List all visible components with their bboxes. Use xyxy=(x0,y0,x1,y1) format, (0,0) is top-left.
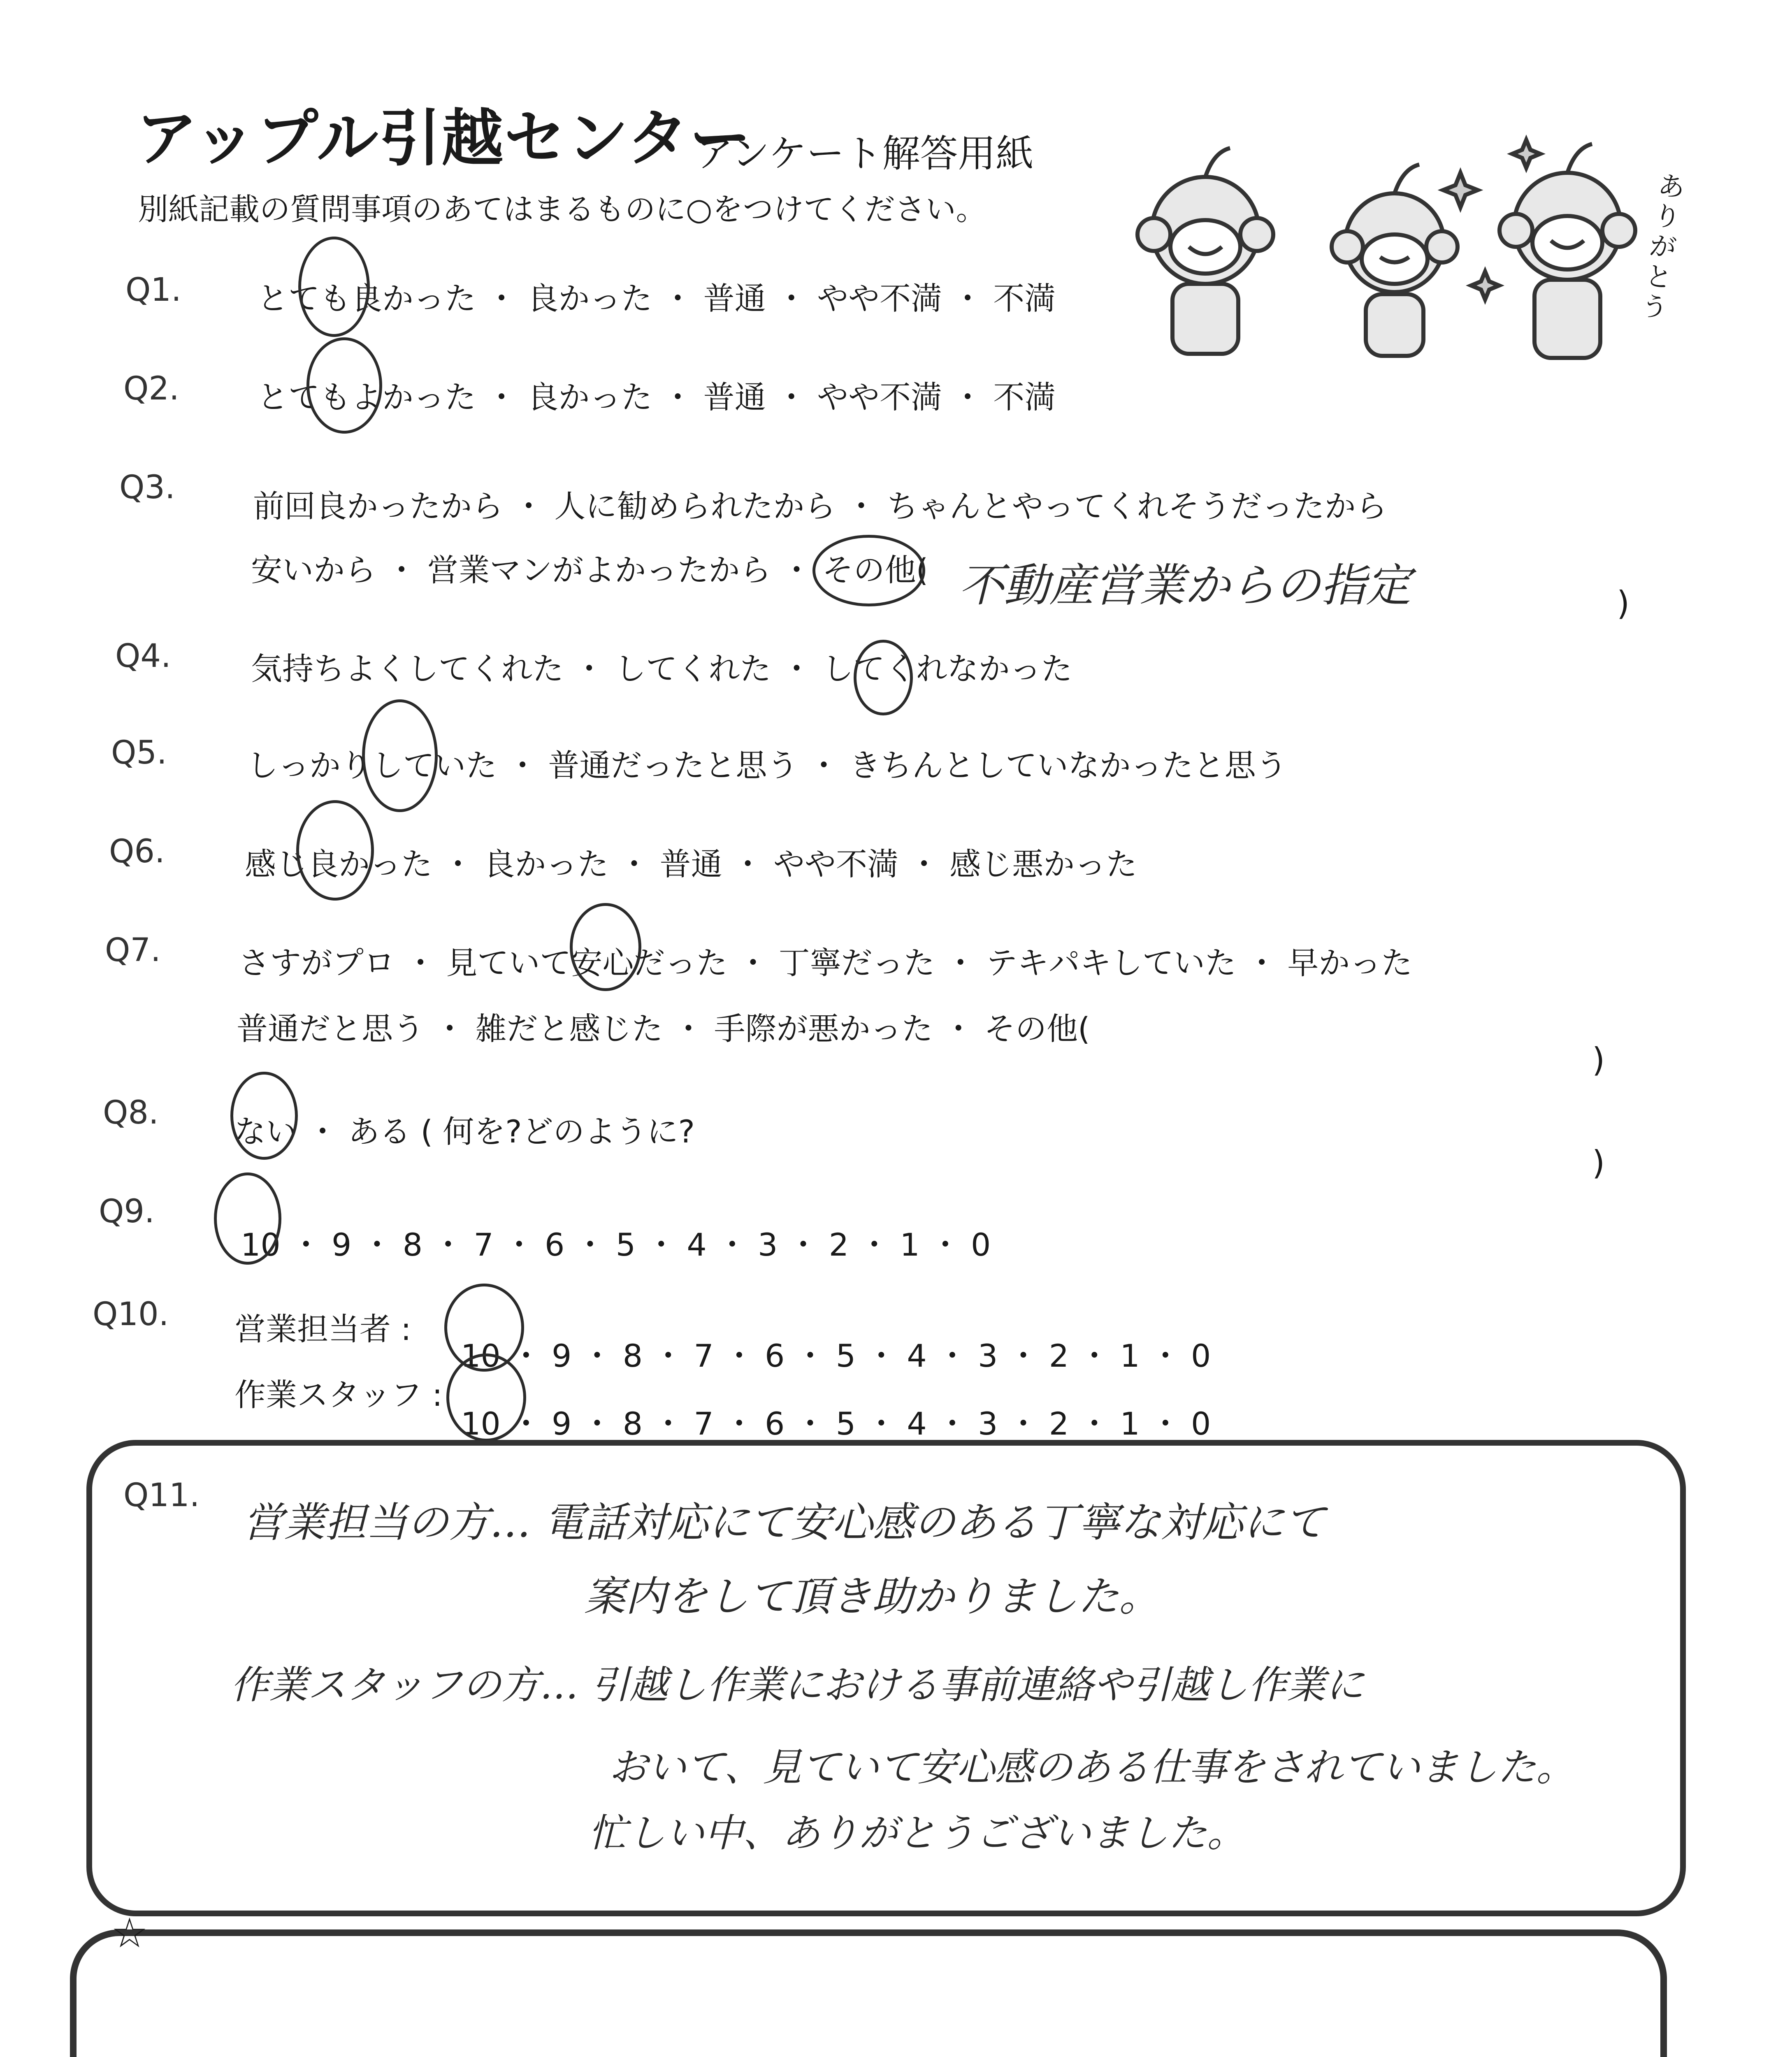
q6-number: Q6. xyxy=(109,833,165,870)
q11-comment-line-2: 案内をして頂き助かりました。 xyxy=(584,1572,1160,1621)
q8-options: ない ・ ある ( 何を?どのように? xyxy=(234,1113,695,1150)
q3-number: Q3. xyxy=(119,469,175,506)
q10-staff-selection-circle xyxy=(446,1354,526,1442)
q10-number: Q10. xyxy=(93,1296,169,1333)
q4-number: Q4. xyxy=(115,638,171,675)
q11-comment-line-3: 作業スタッフの方… 引越し作業における事前連絡や引越し作業に xyxy=(230,1663,1364,1708)
q11-number: Q11. xyxy=(123,1477,200,1514)
q11-comment-line-1: 営業担当の方… 電話対応にて安心感のある丁寧な対応にて xyxy=(243,1498,1325,1546)
q10-sales-label: 営業担当者 : xyxy=(234,1311,411,1347)
q5-number: Q5. xyxy=(111,734,167,771)
q3-close-paren: ) xyxy=(1617,584,1630,622)
mascot-caption: ありがとう xyxy=(1639,170,1687,325)
q3-selection-circle xyxy=(812,535,925,606)
free-comment-box xyxy=(70,1929,1667,2057)
q8-selection-circle xyxy=(230,1072,298,1160)
q5-selection-circle xyxy=(362,699,438,812)
q1-selection-circle xyxy=(298,237,370,337)
q7-options-line1: さすがプロ ・ 見ていて安心だった ・ 丁寧だった ・ テキパキしていた ・ 早かった xyxy=(239,945,1413,981)
q9-number: Q9. xyxy=(99,1193,155,1230)
q7-options-line2: 普通だと思う ・ 雑だと感じた ・ 手際が悪かった ・ その他( xyxy=(237,1010,1090,1047)
q7-close-paren: ) xyxy=(1592,1041,1605,1079)
q3-options-line1: 前回良かったから ・ 人に勧められたから ・ ちゃんとやってくれそうだったから xyxy=(253,488,1387,525)
q1-options: とても良かった ・ 良かった ・ 普通 ・ やや不満 ・ 不満 xyxy=(257,280,1056,317)
q3-options-line2: 安いから ・ 営業マンがよかったから ・ その他( xyxy=(251,552,928,588)
q3-handwritten-other: 不動産営業からの指定 xyxy=(959,559,1411,612)
instruction-text: 別紙記載の質問事項のあてはまるものに○をつけてください。 xyxy=(138,192,987,227)
q11-comment-line-5: 忙しい中、ありがとうございました。 xyxy=(588,1811,1246,1856)
q9-scale: 10 ・ 9 ・ 8 ・ 7 ・ 6 ・ 5 ・ 4 ・ 3 ・ 2 ・ 1 ・ 0 xyxy=(241,1226,991,1263)
q6-options: 感じ良かった ・ 良かった ・ 普通 ・ やや不満 ・ 感じ悪かった xyxy=(245,846,1137,882)
q7-selection-circle xyxy=(570,903,641,991)
q8-close-paren: ) xyxy=(1592,1144,1605,1182)
form-title: アップル引越センター xyxy=(136,103,752,174)
q7-number: Q7. xyxy=(105,932,161,969)
q4-selection-circle xyxy=(854,640,913,715)
q11-comment-line-4: おいて、見ていて安心感のある仕事をされていました。 xyxy=(609,1745,1575,1790)
monkey-mascots-illustration xyxy=(1131,123,1703,387)
star-mark: ☆ xyxy=(111,1909,148,1957)
q8-number: Q8. xyxy=(103,1094,159,1131)
q1-number: Q1. xyxy=(125,272,181,309)
q2-selection-circle xyxy=(306,337,382,434)
q9-selection-circle xyxy=(214,1172,281,1265)
q4-options: 気持ちよくしてくれた ・ してくれた ・ してくれなかった xyxy=(251,650,1072,687)
q10-staff-scale: 10 ・ 9 ・ 8 ・ 7 ・ 6 ・ 5 ・ 4 ・ 3 ・ 2 ・ 1 ・ 0 xyxy=(461,1405,1211,1442)
q6-selection-circle xyxy=(296,800,374,901)
q5-options: しっかりしていた ・ 普通だったと思う ・ きちんとしていなかったと思う xyxy=(247,747,1287,784)
q2-number: Q2. xyxy=(123,370,179,407)
q10-staff-label: 作業スタッフ : xyxy=(234,1377,443,1413)
q2-options: とてもよかった ・ 良かった ・ 普通 ・ やや不満 ・ 不満 xyxy=(257,379,1056,416)
q10-sales-scale: 10 ・ 9 ・ 8 ・ 7 ・ 6 ・ 5 ・ 4 ・ 3 ・ 2 ・ 1 ・ 0 xyxy=(461,1337,1211,1374)
form-subtitle: アンケート解答用紙 xyxy=(695,132,1034,176)
